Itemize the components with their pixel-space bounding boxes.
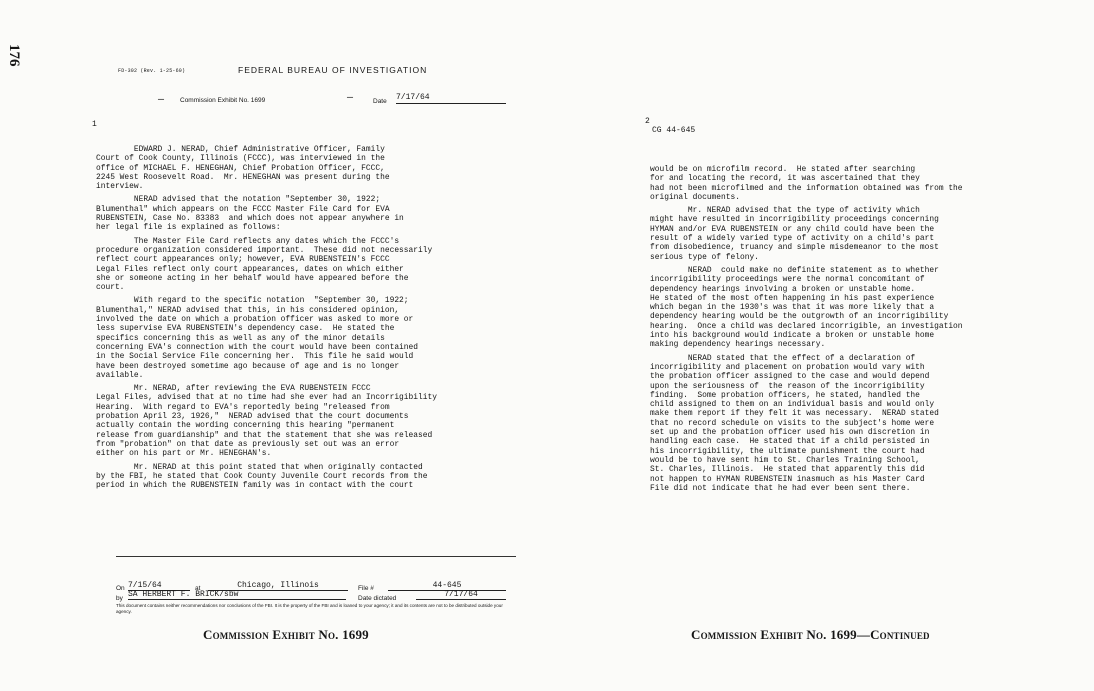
on-label: On: [116, 585, 125, 592]
body-line: Mr. NERAD advised that the type of activity which: [650, 206, 920, 216]
footer-rule: [116, 556, 516, 557]
exhibit-label: Commission Exhibit No. 1699: [180, 97, 266, 104]
body-line: available.: [96, 370, 144, 380]
page-marker-left: 1: [92, 120, 97, 129]
body-line: making dependency hearings necessary.: [650, 340, 826, 350]
body-line: specifics concerning this as well as any of the minor details: [96, 333, 385, 343]
body-line: probation April 23, 1926," NERAD advised that the court documents: [96, 412, 409, 422]
body-line: for and locating the record, it was ascertained that they: [650, 174, 920, 184]
body-line: Blumenthal," NERAD advised that this, in his considered opinion,: [96, 305, 400, 315]
dictated-label: Date dictated: [358, 595, 397, 602]
body-line: dependency hearing would be the outgrowth of an incorrigibility: [650, 312, 949, 322]
dash-left: —: [158, 95, 165, 106]
body-line: HYMAN and/or EVA RUBENSTEIN or any child could have been the: [650, 224, 935, 234]
body-line: might have resulted in incorrigibility proceedings concerning: [650, 215, 939, 225]
body-line: upon the seriousness of the reason of the incorrigibility: [650, 381, 925, 391]
body-line: would be on microfilm record. He stated after searching: [650, 165, 916, 174]
body-line: RUBENSTEIN, Case No. 83383 and which does not appear anywhere in: [96, 214, 404, 224]
file-label: File #: [358, 585, 374, 592]
body-line: Legal Files, advised that at no time had she ever had an Incorrigibility: [96, 393, 437, 403]
at-value: Chicago, Illinois: [208, 581, 348, 591]
body-line: her legal file is explained as follows:: [96, 223, 281, 233]
body-line: hearing. Once a child was declared incorrigible, an investigation: [650, 321, 963, 331]
body-line: period in which the RUBENSTEIN family was in contact with the court: [96, 481, 414, 491]
body-line: office of MICHAEL F. HENEGHAN, Chief Probation Officer, FCCC,: [96, 163, 385, 173]
body-line: NERAD could make no definite statement as to whether: [650, 265, 939, 275]
right-body: [650, 165, 963, 493]
body-line: which began in the 1930's was that it was more likely that a: [650, 303, 935, 313]
body-line: involved the date on which a probation officer was asked to more or: [96, 315, 414, 325]
body-line: handling each case. He stated that if a child persisted in: [650, 437, 930, 447]
body-line: File did not indicate that he had ever been sent there.: [650, 483, 911, 493]
dash-mid: —: [347, 93, 354, 104]
body-line: dependency hearings involving a broken or unstable home.: [650, 284, 916, 294]
page-number: 176: [6, 44, 22, 67]
body-line: Mr. NERAD at this point stated that when originally contacted: [96, 462, 423, 472]
body-line: make them report if they felt it was necessary. NERAD stated: [650, 409, 939, 419]
body-line: would be to have sent him to St. Charles Training School,: [650, 455, 920, 465]
by-label: by: [116, 595, 123, 602]
body-line: result of a widely varied type of activity on a child's part: [650, 234, 935, 244]
body-line: incorrigibility proceedings were the normal concomitant of: [650, 275, 925, 285]
body-line: He stated of the most often happening in his past experience: [650, 293, 935, 303]
body-line: from "probation" on that date as previously set out was an error: [96, 439, 400, 449]
left-body: [96, 145, 437, 490]
caption-left: Commission Exhibit No. 1699: [203, 627, 369, 642]
body-line: The Master File Card reflects any dates which the FCCC's: [96, 236, 400, 246]
body-line: original documents.: [650, 192, 740, 202]
body-line: NERAD stated that the effect of a declaration of: [650, 353, 916, 363]
body-line: his incorrigibility, the ultimate punishment the court had: [650, 446, 925, 456]
body-line: release from guardianship" and that the statement that she was released: [96, 430, 433, 440]
form-code: FD-302 (Rev. 1-25-60): [118, 68, 186, 74]
body-line: Court of Cook County, Illinois (FCCC), was interviewed in the: [96, 154, 385, 164]
body-line: EDWARD J. NERAD, Chief Administrative Officer, Family: [96, 145, 385, 154]
body-line: Legal Files reflect only court appearances, dates on which either: [96, 264, 404, 274]
body-line: NERAD advised that the notation "September 30, 1922;: [96, 195, 381, 205]
on-value: 7/15/64: [128, 581, 190, 591]
body-line: have been destroyed sometime ago because of age and is no longer: [96, 361, 400, 371]
body-line: court.: [96, 283, 125, 293]
agency-header: FEDERAL BUREAU OF INVESTIGATION: [238, 65, 428, 75]
dictated-value: 7/17/64: [416, 590, 506, 600]
at-label: at: [195, 585, 201, 592]
date-value: 7/17/64: [396, 93, 506, 104]
body-line: from disobedience, truancy and simple misdemeanor to the most: [650, 243, 939, 253]
body-line: Hearing. With regard to EVA's reportedly being "released from: [96, 402, 390, 412]
body-line: that no record schedule on visits to the subject's home were: [650, 418, 935, 428]
caption-right: Commission Exhibit No. 1699—Continued: [691, 627, 930, 642]
body-line: 2245 West Roosevelt Road. Mr. HENEGHAN was present during the: [96, 172, 390, 182]
body-line: in the Social Service File concerning her. This file he said would: [96, 352, 414, 362]
body-line: interview.: [96, 182, 144, 192]
body-line: either on his part or Mr. HENEGHAN's.: [96, 449, 272, 459]
body-line: she or someone acting in her behalf would have appeared before the: [96, 273, 409, 283]
body-line: St. Charles, Illinois. He stated that apparently this did: [650, 465, 925, 475]
by-value: SA HERBERT F. BRICK/sbw: [128, 590, 346, 600]
body-line: incorrigibility and placement on probation would vary with: [650, 362, 925, 372]
body-line: set up and the probation officer used his own discretion in: [650, 428, 930, 438]
body-line: actually contain the wording concerning this hearing "permanent: [96, 421, 395, 431]
date-label: Date: [373, 98, 387, 105]
body-line: by the FBI, he stated that Cook County Juvenile Court records from the: [96, 471, 428, 481]
body-line: the probation officer assigned to the case and would depend: [650, 372, 930, 382]
body-line: into his background would indicate a broken or unstable home: [650, 331, 935, 341]
disclaimer: This document contains neither recommendations nor conclusions of the FBI. It is the property of the FBI and is loaned to your agency; it and its contents are not to be distributed outside your agency.: [116, 603, 503, 614]
body-line: less supervise EVA RUBENSTEIN's dependency case. He stated the: [96, 324, 395, 334]
body-line: With regard to the specific notation "September 30, 1922;: [96, 296, 409, 306]
body-line: concerning EVA's connection with the court would have been contained: [96, 342, 418, 352]
file-value: 44-645: [388, 581, 506, 591]
body-line: Mr. NERAD, after reviewing the EVA RUBENSTEIN FCCC: [96, 384, 371, 394]
body-line: had not been microfilmed and the information obtained was from the: [650, 183, 963, 193]
body-line: serious type of felony.: [650, 252, 759, 262]
file-number-right: CG 44-645: [652, 126, 696, 135]
body-line: reflect court appearances only; however, EVA RUBENSTEIN's FCCC: [96, 255, 390, 265]
body-line: procedure organization considered important. These did not necessarily: [96, 245, 433, 255]
body-line: not happen to HYMAN RUBENSTEIN inasmuch as his Master Card: [650, 474, 925, 484]
body-line: child assigned to them on an individual basis and would only: [650, 400, 935, 410]
page-marker-right: 2: [645, 117, 650, 126]
body-line: finding. Some probation officers, he stated, handled the: [650, 390, 920, 400]
body-line: Blumenthal" which appears on the FCCC Master File Card for EVA: [96, 204, 390, 214]
